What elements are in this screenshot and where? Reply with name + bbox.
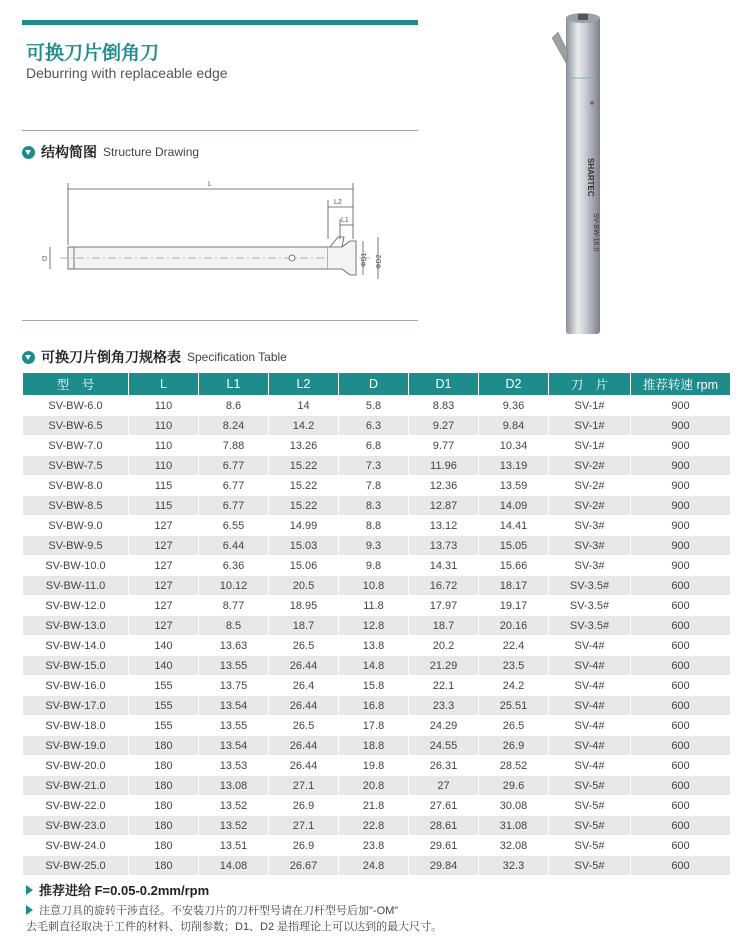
divider	[22, 130, 418, 131]
table-cell: 11.8	[339, 596, 409, 616]
table-cell: 19.8	[339, 756, 409, 776]
table-cell: 600	[631, 736, 731, 756]
table-cell: 6.55	[199, 516, 269, 536]
table-cell: SV-4#	[549, 736, 631, 756]
table-cell: 9.77	[409, 436, 479, 456]
table-cell: 127	[129, 616, 199, 636]
page-title: 可换刀片倒角刀	[26, 42, 160, 64]
column-header: 推荐转速 rpm	[631, 373, 731, 396]
table-cell: 14.41	[479, 516, 549, 536]
table-cell: 24.55	[409, 736, 479, 756]
table-cell: 26.9	[479, 736, 549, 756]
table-cell: 900	[631, 516, 731, 536]
structure-title-en: Structure Drawing	[103, 145, 200, 159]
table-cell: 29.84	[409, 856, 479, 876]
table-cell: 27.61	[409, 796, 479, 816]
table-cell: 155	[129, 676, 199, 696]
table-cell: 11.96	[409, 456, 479, 476]
table-cell: 26.44	[269, 756, 339, 776]
table-cell: 600	[631, 656, 731, 676]
table-row	[23, 576, 731, 596]
table-cell: SV-BW-9.0	[23, 516, 129, 536]
column-header: D2	[479, 373, 549, 396]
table-cell: 13.73	[409, 536, 479, 556]
table-cell: 13.08	[199, 776, 269, 796]
table-cell: SV-BW-24.0	[23, 836, 129, 856]
table-cell: 600	[631, 716, 731, 736]
table-cell: 26.5	[269, 716, 339, 736]
page-subtitle: Deburring with replaceable edge	[26, 65, 228, 81]
feed-text: 推荐进给 F=0.05-0.2mm/rpm	[39, 883, 210, 898]
spec-title-en: Specification Table	[187, 350, 287, 364]
table-row	[23, 516, 731, 536]
table-cell: 180	[129, 836, 199, 856]
table-cell: 900	[631, 396, 731, 416]
table-cell: SV-BW-20.0	[23, 756, 129, 776]
table-cell: 8.8	[339, 516, 409, 536]
table-cell: SV-4#	[549, 756, 631, 776]
table-cell: 600	[631, 776, 731, 796]
column-header: D1	[409, 373, 479, 396]
table-cell: 6.77	[199, 496, 269, 516]
table-cell: SV-BW-15.0	[23, 656, 129, 676]
table-cell: 600	[631, 756, 731, 776]
table-cell: 155	[129, 716, 199, 736]
table-cell: SV-BW-19.0	[23, 736, 129, 756]
table-cell: 110	[129, 396, 199, 416]
table-cell: SV-BW-25.0	[23, 856, 129, 876]
table-cell: 8.24	[199, 416, 269, 436]
table-cell: 13.12	[409, 516, 479, 536]
table-cell: 23.5	[479, 656, 549, 676]
product-engraving-brand: SHARTEC	[586, 158, 595, 197]
table-cell: 9.84	[479, 416, 549, 436]
table-cell: SV-BW-11.0	[23, 576, 129, 596]
table-cell: SV-5#	[549, 796, 631, 816]
table-cell: SV-BW-17.0	[23, 696, 129, 716]
table-row	[23, 556, 731, 576]
table-cell: 180	[129, 736, 199, 756]
table-cell: 15.8	[339, 676, 409, 696]
dim-label-D: D	[42, 256, 48, 263]
table-cell: 15.06	[269, 556, 339, 576]
table-cell: 22.1	[409, 676, 479, 696]
table-cell: SV-4#	[549, 656, 631, 676]
table-cell: 8.3	[339, 496, 409, 516]
dim-label-L1: L1	[341, 217, 349, 224]
table-cell: SV-3#	[549, 536, 631, 556]
table-cell: 180	[129, 816, 199, 836]
table-cell: 600	[631, 596, 731, 616]
table-cell: 16.8	[339, 696, 409, 716]
table-cell: 9.27	[409, 416, 479, 436]
table-cell: 28.52	[479, 756, 549, 776]
structure-title-cn: 结构简图	[41, 145, 97, 161]
table-cell: 18.7	[269, 616, 339, 636]
spec-table	[22, 372, 731, 876]
table-cell: 17.97	[409, 596, 479, 616]
table-cell: 24.8	[339, 856, 409, 876]
table-cell: 26.31	[409, 756, 479, 776]
table-row	[23, 716, 731, 736]
table-cell: SV-2#	[549, 496, 631, 516]
table-cell: 30.08	[479, 796, 549, 816]
table-cell: 10.8	[339, 576, 409, 596]
table-cell: 6.44	[199, 536, 269, 556]
table-cell: SV-BW-9.5	[23, 536, 129, 556]
dim-label-D2: ΦD2	[376, 254, 383, 269]
chevron-down-icon	[22, 351, 35, 364]
dim-label-D1: ΦD1	[361, 252, 368, 267]
table-cell: 32.08	[479, 836, 549, 856]
table-cell: 29.61	[409, 836, 479, 856]
table-cell: 900	[631, 496, 731, 516]
table-cell: 12.8	[339, 616, 409, 636]
table-cell: SV-BW-10.0	[23, 556, 129, 576]
table-cell: SV-BW-23.0	[23, 816, 129, 836]
table-cell: SV-5#	[549, 816, 631, 836]
structure-section-header	[22, 142, 199, 162]
table-cell: 5.8	[339, 396, 409, 416]
table-row	[23, 436, 731, 456]
table-row	[23, 856, 731, 876]
table-cell: 6.36	[199, 556, 269, 576]
table-cell: SV-BW-8.5	[23, 496, 129, 516]
table-cell: 13.19	[479, 456, 549, 476]
table-cell: 600	[631, 816, 731, 836]
table-cell: SV-BW-6.5	[23, 416, 129, 436]
table-cell: SV-3.5#	[549, 616, 631, 636]
dim-label-L2: L2	[334, 199, 342, 206]
table-row	[23, 476, 731, 496]
table-cell: 28.61	[409, 816, 479, 836]
table-row	[23, 396, 731, 416]
table-cell: SV-4#	[549, 676, 631, 696]
table-row	[23, 796, 731, 816]
note-text-1: 注意刀具的旋转干涉直径。不安装刀片的刀杆型号请在刀杆型号后加"-OM"	[39, 905, 399, 917]
table-row	[23, 816, 731, 836]
table-cell: 13.52	[199, 816, 269, 836]
table-cell: 6.77	[199, 456, 269, 476]
table-cell: 24.29	[409, 716, 479, 736]
table-cell: 6.77	[199, 476, 269, 496]
table-cell: 180	[129, 776, 199, 796]
table-cell: 10.34	[479, 436, 549, 456]
triangle-bullet-icon	[26, 885, 33, 895]
spec-title-cn: 可换刀片倒角刀规格表	[41, 350, 181, 366]
table-cell: 26.9	[269, 796, 339, 816]
table-row	[23, 836, 731, 856]
table-cell: 25.51	[479, 696, 549, 716]
table-cell: 21.29	[409, 656, 479, 676]
table-cell: 180	[129, 756, 199, 776]
feed-recommendation	[26, 880, 209, 899]
table-cell: 32.3	[479, 856, 549, 876]
table-cell: SV-1#	[549, 396, 631, 416]
table-row	[23, 696, 731, 716]
table-cell: 900	[631, 536, 731, 556]
table-cell: 26.9	[269, 836, 339, 856]
table-cell: 900	[631, 416, 731, 436]
table-cell: 900	[631, 436, 731, 456]
table-cell: 9.36	[479, 396, 549, 416]
table-cell: 26.44	[269, 656, 339, 676]
table-cell: 18.17	[479, 576, 549, 596]
table-cell: 14.99	[269, 516, 339, 536]
table-cell: 23.3	[409, 696, 479, 716]
note-line-1	[26, 902, 398, 918]
table-cell: 13.53	[199, 756, 269, 776]
table-cell: 127	[129, 536, 199, 556]
table-cell: 13.55	[199, 716, 269, 736]
table-cell: 600	[631, 856, 731, 876]
table-cell: 13.51	[199, 836, 269, 856]
table-cell: 17.8	[339, 716, 409, 736]
table-cell: SV-BW-22.0	[23, 796, 129, 816]
table-cell: 13.54	[199, 736, 269, 756]
table-cell: 20.16	[479, 616, 549, 636]
table-cell: 900	[631, 556, 731, 576]
column-header: D	[339, 373, 409, 396]
table-cell: 600	[631, 636, 731, 656]
table-cell: SV-4#	[549, 636, 631, 656]
table-cell: SV-5#	[549, 776, 631, 796]
table-cell: 6.3	[339, 416, 409, 436]
table-row	[23, 756, 731, 776]
table-cell: 8.6	[199, 396, 269, 416]
table-header-row	[23, 373, 731, 396]
structure-drawing	[30, 175, 400, 295]
table-cell: 27.1	[269, 776, 339, 796]
table-cell: 7.8	[339, 476, 409, 496]
table-cell: 127	[129, 596, 199, 616]
table-cell: SV-BW-16.0	[23, 676, 129, 696]
table-cell: 7.88	[199, 436, 269, 456]
table-row	[23, 636, 731, 656]
table-row	[23, 416, 731, 436]
table-cell: 115	[129, 496, 199, 516]
table-cell: 14.2	[269, 416, 339, 436]
table-cell: 26.5	[269, 636, 339, 656]
table-cell: 600	[631, 616, 731, 636]
table-cell: 15.22	[269, 476, 339, 496]
table-cell: SV-BW-6.0	[23, 396, 129, 416]
table-cell: SV-BW-18.0	[23, 716, 129, 736]
table-cell: 115	[129, 476, 199, 496]
table-row	[23, 676, 731, 696]
table-row	[23, 776, 731, 796]
table-cell: 127	[129, 576, 199, 596]
table-row	[23, 536, 731, 556]
table-cell: 600	[631, 836, 731, 856]
table-cell: 18.95	[269, 596, 339, 616]
table-cell: 15.66	[479, 556, 549, 576]
table-cell: 14.31	[409, 556, 479, 576]
table-cell: SV-3.5#	[549, 576, 631, 596]
table-cell: SV-1#	[549, 436, 631, 456]
table-cell: SV-3.5#	[549, 596, 631, 616]
table-cell: 600	[631, 696, 731, 716]
table-cell: 600	[631, 676, 731, 696]
table-cell: 13.75	[199, 676, 269, 696]
table-cell: SV-BW-7.0	[23, 436, 129, 456]
table-cell: SV-5#	[549, 836, 631, 856]
table-cell: 7.3	[339, 456, 409, 476]
table-cell: 10.12	[199, 576, 269, 596]
table-cell: 13.52	[199, 796, 269, 816]
product-engraving-model: SV-BW-16.0	[592, 213, 599, 252]
table-cell: 180	[129, 796, 199, 816]
table-cell: 18.8	[339, 736, 409, 756]
table-cell: 13.8	[339, 636, 409, 656]
table-cell: 8.83	[409, 396, 479, 416]
table-cell: SV-BW-12.0	[23, 596, 129, 616]
table-cell: 22.4	[479, 636, 549, 656]
table-cell: 14.09	[479, 496, 549, 516]
table-cell: 26.44	[269, 696, 339, 716]
table-cell: 8.5	[199, 616, 269, 636]
table-row	[23, 456, 731, 476]
table-cell: 14.8	[339, 656, 409, 676]
table-row	[23, 736, 731, 756]
table-cell: 23.8	[339, 836, 409, 856]
table-cell: 26.67	[269, 856, 339, 876]
table-cell: SV-2#	[549, 456, 631, 476]
table-cell: 180	[129, 856, 199, 876]
table-cell: 600	[631, 576, 731, 596]
table-cell: 155	[129, 696, 199, 716]
table-row	[23, 496, 731, 516]
table-cell: 26.5	[479, 716, 549, 736]
chevron-down-icon	[22, 146, 35, 159]
table-cell: 9.3	[339, 536, 409, 556]
table-cell: 27.1	[269, 816, 339, 836]
triangle-bullet-icon	[26, 905, 33, 915]
table-cell: SV-5#	[549, 856, 631, 876]
table-cell: SV-BW-14.0	[23, 636, 129, 656]
table-row	[23, 656, 731, 676]
table-cell: 15.03	[269, 536, 339, 556]
table-cell: 20.8	[339, 776, 409, 796]
spec-section-header	[22, 347, 287, 367]
table-cell: SV-4#	[549, 696, 631, 716]
dim-label-L: L	[208, 181, 212, 188]
table-cell: 20.5	[269, 576, 339, 596]
table-cell: 600	[631, 796, 731, 816]
table-cell: 31.08	[479, 816, 549, 836]
table-cell: 27	[409, 776, 479, 796]
table-cell: 13.26	[269, 436, 339, 456]
table-cell: 12.36	[409, 476, 479, 496]
table-cell: 900	[631, 456, 731, 476]
product-photo	[548, 8, 628, 338]
column-header: 刀 片	[549, 373, 631, 396]
table-cell: 26.4	[269, 676, 339, 696]
table-cell: 13.63	[199, 636, 269, 656]
table-cell: 15.22	[269, 456, 339, 476]
table-cell: 20.2	[409, 636, 479, 656]
table-row	[23, 596, 731, 616]
table-cell: 6.8	[339, 436, 409, 456]
table-cell: 900	[631, 476, 731, 496]
table-cell: 110	[129, 456, 199, 476]
table-cell: 13.55	[199, 656, 269, 676]
table-cell: 22.8	[339, 816, 409, 836]
divider	[22, 320, 418, 321]
table-cell: 19.17	[479, 596, 549, 616]
table-cell: 24.2	[479, 676, 549, 696]
table-cell: 16.72	[409, 576, 479, 596]
table-cell: 9.8	[339, 556, 409, 576]
header-accent-bar	[22, 20, 418, 25]
table-cell: 12.87	[409, 496, 479, 516]
table-cell: 13.59	[479, 476, 549, 496]
table-cell: 21.8	[339, 796, 409, 816]
table-cell: SV-4#	[549, 716, 631, 736]
table-cell: SV-3#	[549, 516, 631, 536]
table-row	[23, 616, 731, 636]
table-cell: SV-BW-13.0	[23, 616, 129, 636]
column-header: L1	[199, 373, 269, 396]
table-cell: 8.77	[199, 596, 269, 616]
note-line-2: 去毛刺直径取决于工件的材料、切削参数；D1、D2 是指理论上可以达到的最大尺寸。	[26, 921, 443, 933]
table-cell: 127	[129, 556, 199, 576]
table-cell: 15.05	[479, 536, 549, 556]
table-cell: 29.6	[479, 776, 549, 796]
table-cell: SV-BW-7.5	[23, 456, 129, 476]
column-header: L2	[269, 373, 339, 396]
table-cell: 140	[129, 636, 199, 656]
table-cell: 110	[129, 436, 199, 456]
table-cell: 127	[129, 516, 199, 536]
column-header: 型 号	[23, 373, 129, 396]
column-header: L	[129, 373, 199, 396]
table-cell: SV-2#	[549, 476, 631, 496]
table-cell: 13.54	[199, 696, 269, 716]
table-cell: SV-3#	[549, 556, 631, 576]
table-cell: 110	[129, 416, 199, 436]
table-cell: 18.7	[409, 616, 479, 636]
table-cell: SV-BW-21.0	[23, 776, 129, 796]
table-cell: 26.44	[269, 736, 339, 756]
table-cell: 14	[269, 396, 339, 416]
table-cell: 14.08	[199, 856, 269, 876]
table-cell: SV-BW-8.0	[23, 476, 129, 496]
table-cell: 140	[129, 656, 199, 676]
table-cell: 15.22	[269, 496, 339, 516]
table-cell: SV-1#	[549, 416, 631, 436]
